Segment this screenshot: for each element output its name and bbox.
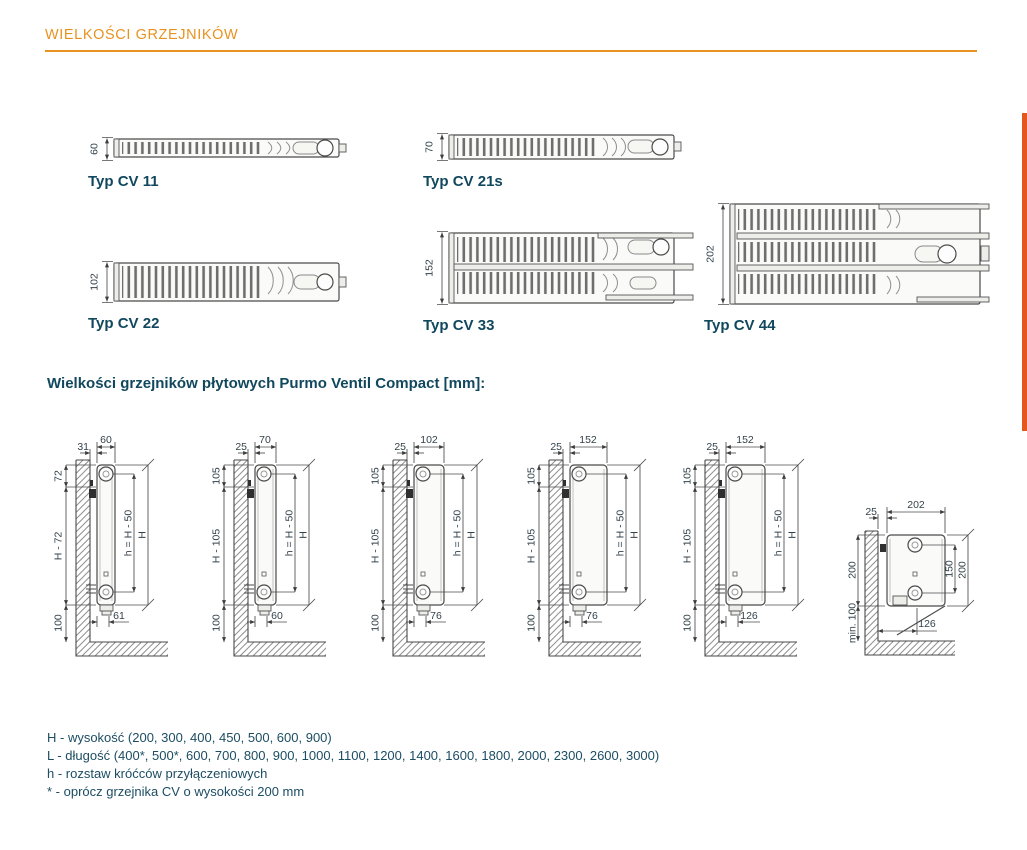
dim-middle: H - 105 bbox=[369, 528, 382, 564]
dim-left-height: 200 bbox=[846, 561, 859, 579]
depth-dimension-cv44 bbox=[702, 202, 729, 306]
dim-pipe-spacing: h = H - 50 bbox=[614, 509, 627, 557]
type-label-cv21s: Typ CV 21s bbox=[423, 173, 503, 190]
depth-dimension-cv22 bbox=[86, 260, 113, 304]
plan-figure-cv21s bbox=[421, 132, 686, 190]
depth-value: 152 bbox=[423, 259, 436, 277]
dim-wall-offset: 25 bbox=[394, 441, 406, 453]
dim-top-width: 152 bbox=[579, 434, 597, 446]
legend-line-pipe-spacing: h - rozstaw króćców przyłączeniowych bbox=[47, 766, 268, 781]
depth-dimension-cv33 bbox=[421, 230, 448, 306]
side-diagram-cv22 bbox=[362, 420, 522, 670]
section-title: Wielkości grzejników płytowych Purmo Ventil Compact [mm]: bbox=[47, 375, 486, 392]
dim-lower: 100 bbox=[210, 614, 223, 632]
depth-value: 60 bbox=[88, 143, 101, 155]
legend bbox=[47, 729, 659, 801]
dim-middle: H - 105 bbox=[525, 528, 538, 564]
dim-bottom-width: 61 bbox=[113, 610, 125, 622]
dim-wall-offset: 25 bbox=[865, 506, 877, 518]
dim-lower: 100 bbox=[525, 614, 538, 632]
dim-floor-clearance: min. 100 bbox=[846, 602, 859, 644]
page-title: WIELKOŚCI GRZEJNIKÓW bbox=[45, 27, 239, 43]
side-diagram-cv33 bbox=[518, 420, 678, 670]
depth-dimension-cv21s bbox=[421, 132, 448, 162]
dim-pipe-spacing: h = H - 50 bbox=[451, 509, 464, 557]
radiator-topview-cv44 bbox=[729, 202, 991, 306]
dim-top-width: 60 bbox=[100, 434, 112, 446]
plan-figure-cv11 bbox=[86, 136, 351, 190]
dim-upper: 105 bbox=[369, 467, 382, 485]
dim-bottom-width: 126 bbox=[918, 618, 936, 630]
type-label-cv44: Typ CV 44 bbox=[704, 317, 776, 334]
dim-height: H bbox=[136, 531, 149, 539]
dim-upper: 105 bbox=[210, 467, 223, 485]
dim-upper: 105 bbox=[525, 467, 538, 485]
dim-wall-offset: 25 bbox=[706, 441, 718, 453]
radiator-topview-cv21s bbox=[448, 132, 686, 162]
plan-figure-cv44 bbox=[702, 202, 991, 334]
right-edge-accent-bar bbox=[1022, 113, 1027, 431]
type-label-cv11: Typ CV 11 bbox=[88, 173, 159, 190]
dim-lower: 100 bbox=[369, 614, 382, 632]
radiator-topview-cv33 bbox=[448, 230, 694, 306]
dim-pipe-spacing: h = H - 50 bbox=[772, 509, 785, 557]
dim-lower: 100 bbox=[681, 614, 694, 632]
legend-line-height: H - wysokość (200, 300, 400, 450, 500, 600, 900) bbox=[47, 730, 332, 745]
depth-value: 102 bbox=[88, 273, 101, 291]
side-diagram-cv11 bbox=[45, 420, 205, 670]
dim-wall-offset: 31 bbox=[77, 441, 89, 453]
depth-dimension-cv11 bbox=[86, 136, 113, 162]
title-underline bbox=[45, 50, 977, 52]
dim-bottom-width: 76 bbox=[430, 610, 442, 622]
dim-pipe-spacing: 150 bbox=[943, 560, 956, 578]
dim-upper: 72 bbox=[52, 470, 65, 482]
dim-middle: H - 72 bbox=[52, 531, 65, 561]
plan-figure-cv22 bbox=[86, 260, 351, 332]
side-diagram-cv44 bbox=[674, 420, 834, 670]
radiator-topview-cv11 bbox=[113, 136, 351, 162]
dim-bottom-width: 60 bbox=[271, 610, 283, 622]
dim-wall-offset: 25 bbox=[235, 441, 247, 453]
radiator-topview-cv22 bbox=[113, 260, 351, 304]
plan-figure-cv33 bbox=[421, 230, 694, 334]
dim-bottom-width: 126 bbox=[740, 610, 758, 622]
dim-height: H bbox=[628, 531, 641, 539]
dim-height: H bbox=[786, 531, 799, 539]
legend-line-footnote: * - oprócz grzejnika CV o wysokości 200 mm bbox=[47, 784, 305, 799]
floor-mount-diagram bbox=[845, 488, 1010, 673]
side-diagram-cv21s bbox=[203, 420, 363, 670]
dim-top-width: 70 bbox=[259, 434, 271, 446]
dim-upper: 105 bbox=[681, 467, 694, 485]
type-label-cv33: Typ CV 33 bbox=[423, 317, 495, 334]
dim-lower: 100 bbox=[52, 614, 65, 632]
depth-value: 70 bbox=[423, 141, 436, 153]
dim-wall-offset: 25 bbox=[550, 441, 562, 453]
dim-pipe-spacing: h = H - 50 bbox=[122, 509, 135, 557]
dim-top-width: 152 bbox=[736, 434, 754, 446]
dim-outer-height: 200 bbox=[956, 561, 969, 579]
dim-height: H bbox=[465, 531, 478, 539]
dim-bottom-width: 76 bbox=[586, 610, 598, 622]
dim-middle: H - 105 bbox=[681, 528, 694, 564]
type-label-cv22: Typ CV 22 bbox=[88, 315, 160, 332]
dim-top-width: 202 bbox=[907, 499, 925, 511]
depth-value: 202 bbox=[704, 245, 717, 263]
dim-top-width: 102 bbox=[420, 434, 438, 446]
dim-middle: H - 105 bbox=[210, 528, 223, 564]
dim-height: H bbox=[297, 531, 310, 539]
dim-pipe-spacing: h = H - 50 bbox=[283, 509, 296, 557]
legend-line-length: L - długość (400*, 500*, 600, 700, 800, 900, 1000, 1100, 1200, 1400, 1600, 1800, 2000, 2300, 2600, 3000) bbox=[47, 748, 660, 763]
